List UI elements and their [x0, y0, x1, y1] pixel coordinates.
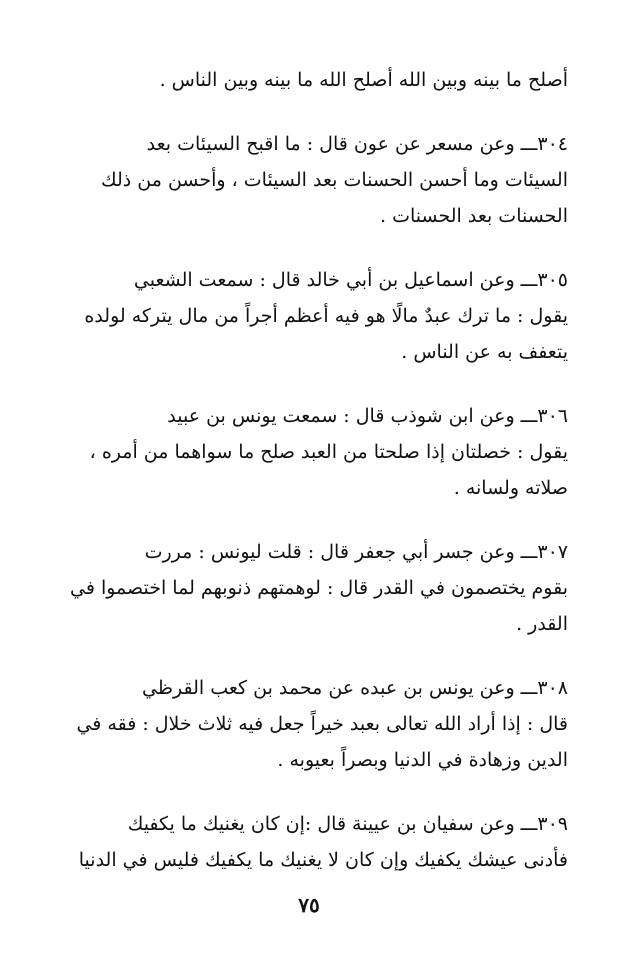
- text-line: ٣٠٧ـــ وعن جسر أبي جعفر قال : قلت ليونس : مررت: [144, 541, 568, 563]
- page-body: [60, 62, 568, 878]
- text-line: الدين وزهادة في الدنيا وبصراً بعيوبه .: [277, 749, 568, 771]
- text-line: أصلح ما بينه وبين الله أصلح الله ما بينه وبين الناس .: [159, 69, 568, 91]
- text-line: يتعفف به عن الناس .: [401, 341, 568, 363]
- text-line: الحسنات بعد الحسنات .: [380, 205, 568, 227]
- text-line: ٣٠٤ـــ وعن مسعر عن عون قال : ما اقبح السيئات بعد: [146, 133, 568, 155]
- text-line: ٣٠٩ـــ وعن سفيان بن عيينة قال :إن كان يغنيك ما يكفيك: [127, 813, 568, 835]
- text-line: القدر .: [516, 613, 568, 635]
- paragraph-307: [60, 534, 568, 642]
- text-line: بقوم يختصمون في القدر قال : لوهمتهم ذنوبهم لما اختصموا في: [69, 577, 568, 599]
- text-line: ٣٠٨ـــ وعن يونس بن عبده عن محمد بن كعب القرظي: [142, 677, 568, 699]
- paragraph-305: [60, 262, 568, 370]
- paragraph-309: [60, 806, 568, 878]
- paragraph-306: [60, 398, 568, 506]
- text-line: فأدنى عيشك يكفيك وإن كان لا يغنيك ما يكفيك فليس في الدنيا: [78, 849, 568, 871]
- text-line: يقول : خصلتان إذا صلحتا من العبد صلح ما سواهما من أمره ،: [89, 441, 568, 463]
- paragraph-continuation: [60, 62, 568, 98]
- paragraph-304: [60, 126, 568, 234]
- page-number: ٧٥: [298, 893, 320, 917]
- text-line: صلاته ولسانه .: [453, 477, 568, 499]
- text-line: قال : إذا أراد الله تعالى بعبد خيراً جعل فيه ثلاث خلال : فقه في: [76, 713, 568, 735]
- text-line: السيئات وما أحسن الحسنات بعد السيئات ، وأحسن من ذلك: [100, 169, 568, 191]
- text-line: ٣٠٥ـــ وعن اسماعيل بن أبي خالد قال : سمعت الشعبي: [133, 269, 568, 291]
- text-line: ٣٠٦ـــ وعن ابن شوذب قال : سمعت يونس بن عبيد: [167, 405, 568, 427]
- text-line: يقول : ما ترك عبدٌ مالًا هو فيه أعظم أجراً من مال يتركه لولده: [84, 305, 568, 327]
- paragraph-308: [60, 670, 568, 778]
